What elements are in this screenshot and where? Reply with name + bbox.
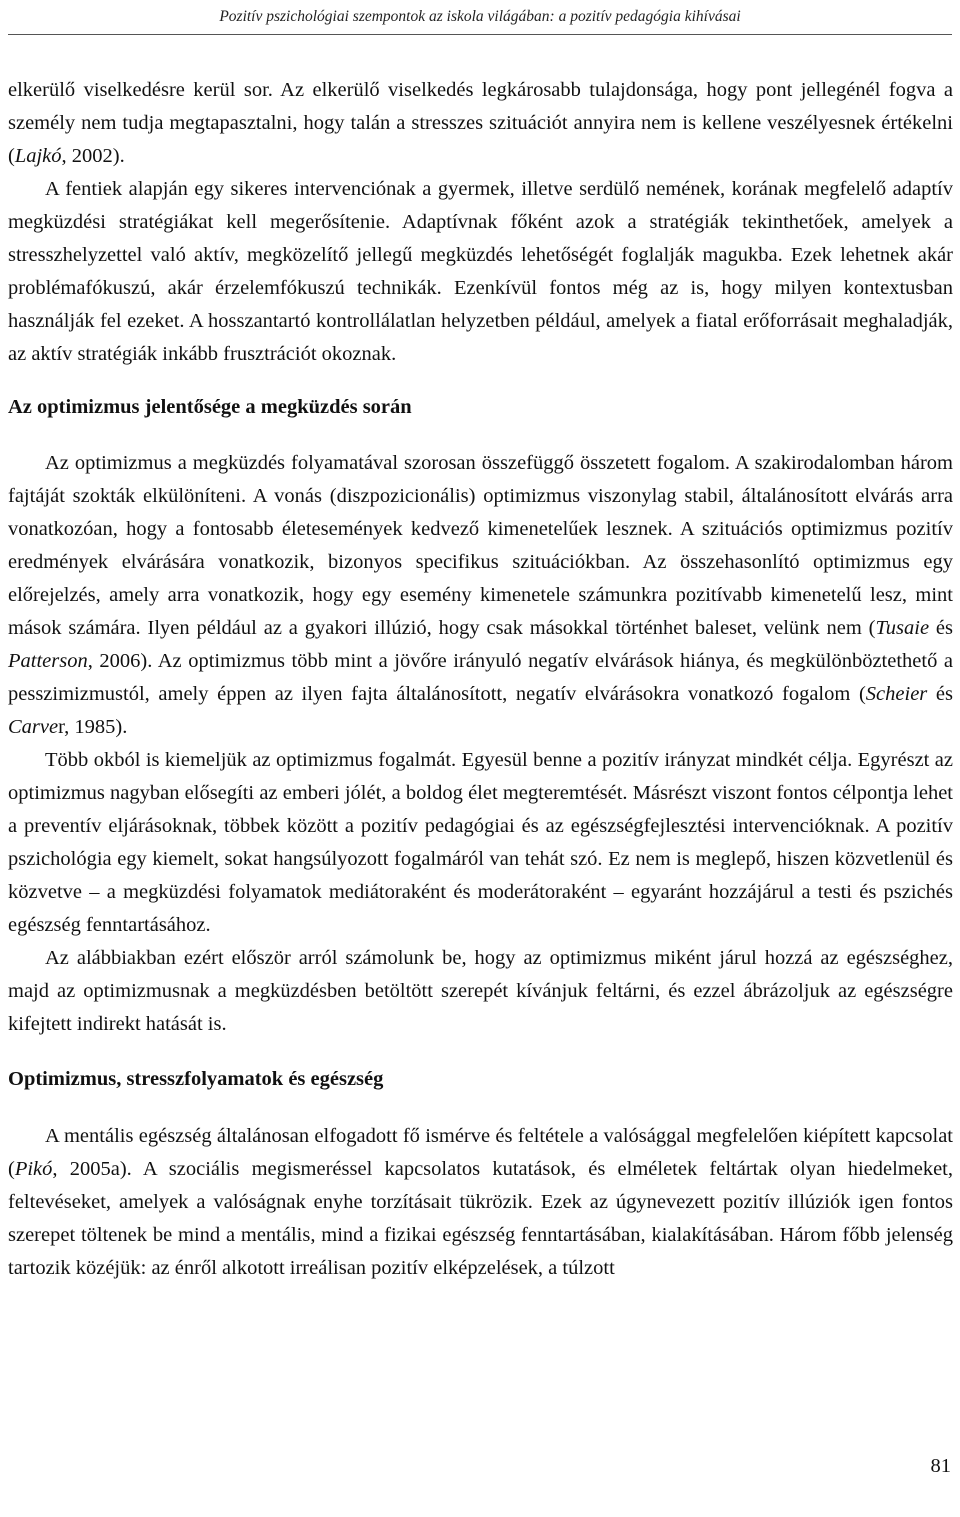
header-divider: [8, 34, 952, 35]
citation-author: Tusaie: [875, 617, 930, 639]
citation-author: Scheier: [865, 683, 928, 705]
paragraph-text: és: [929, 617, 953, 639]
paragraph: [8, 447, 953, 744]
paragraph-text: Az optimizmus a megküzdés folyamatával szorosan összefüggő összetett fogalom. A szakirodalomban három fajtáját szokták elkülöníteni. A vonás (diszpozicionális) optimizmus viszonylag stabil, általánosított elvárás arra vonatkozóan, hogy a fontosabb életesemények kedvező kimenetelűek lesznek. A szituációs optimizmus pozitív eredmények elvárására vonatkozik, bizonyos specifikus szituációkban. Az összehasonlító optimizmus egy előrejelzés, amely arra vonatkozik, hogy egy esemény kimenetele számunkra pozitívabb kimenetelű lesz, mint mások számára. Ilyen például az a gyakori illúzió, hogy csak másokkal történhet baleset, velünk nem (: [8, 452, 953, 639]
paragraph-text: A mentális egészség általánosan elfogadott fő ismérve és feltétele a valósággal megfelelően kiépített kapcsolat (: [8, 1125, 953, 1180]
paragraph-text: , 2006). Az optimizmus több mint a jövőre irányuló negatív elvárások hiánya, és megkülönböztethető a pesszimizmustól, amely éppen az ilyen fajta általánosított, negatív elvárásokra vonatkozó fogalom (: [8, 650, 953, 705]
citation-author: Carve: [8, 716, 59, 738]
paragraph: A fentiek alapján egy sikeres intervenciónak a gyermek, illetve serdülő nemének, korának megfelelő adaptív megküzdési stratégiákat kell megerősítenie. Adaptívnak főként azok a stratégiák tekinthetőek, amelyek a stresszhelyzettel való aktív, megközelítő jellegű megküzdés lehetőségét foglalják magukba. Ezek lehetnek akár problémafókuszú, akár érzelemfókuszú technikák. Ezenkívül fontos még az is, hogy milyen kontextusban használják fel ezeket. A hosszantartó kontrollálatlan helyzetben például, amelyek a fiatal erőforrásait meghaladják, az aktív stratégiák inkább frusztrációt okoznak.: [8, 178, 953, 365]
citation-author: Pikó: [14, 1158, 53, 1180]
paragraph: Az alábbiakban ezért először arról számolunk be, hogy az optimizmus miként járul hozzá az egészséghez, majd az optimizmusnak a megküzdésben betöltött szerepét kívánjuk feltárni, és ezzel ábrázoljuk az egészségre kifejtett indirekt hatását is.: [8, 947, 953, 1035]
paragraph: Több okból is kiemeljük az optimizmus fogalmát. Egyesül benne a pozitív irányzat mindkét célja. Egyrészt az optimizmus nagyban elősegíti az emberi jólét, a boldog élet megteremtését. Másrészt viszont fontos célpontja lehet a preventív eljárásoknak, többek között a pozitív pedagógiai és az egészségfejlesztési intervencióknak. A pozitív pszichológia egy kiemelt, sokat hangsúlyozott fogalmáról van tehát szó. Ez nem is meglepő, hiszen közvetlenül és közvetve – a megküzdési folyamatok mediátoraként és moderátoraként – egyaránt hozzájárul a testi és pszichés egészség fenntartásához.: [8, 749, 953, 936]
page-body: [8, 74, 953, 1285]
paragraph-text: , 2002).: [61, 145, 125, 167]
citation-author: Lajkó: [14, 145, 62, 167]
paragraph-text: és: [927, 683, 953, 705]
paragraph-text: elkerülő viselkedésre kerül sor. Az elkerülő viselkedés legkárosabb tulajdonsága, hogy pont jellegénél fogva a személy nem tudja megtapasztalni, hogy talán a stresszes szituációt annyira nem is kellene veszélyesnek értékelni (: [8, 79, 953, 167]
paragraph-continued: [8, 74, 953, 173]
page-number: 81: [930, 1455, 951, 1477]
paragraph-text: r, 1985).: [58, 716, 128, 738]
paragraph-text: , 2005a). A szociális megismeréssel kapcsolatos kutatások, és elméletek feltártak olyan hiedelmeket, feltevéseket, amelyek a valóságnak enyhe torzításait tükrözik. Ezek az úgynevezett pozitív illúziók igen fontos szerepet töltenek be mind a mentális, mind a fizikai egészség fenntartásában, kialakításában. Három főbb jelenség tartozik közéjük: az énről alkotott irreálisan pozitív elképzelések, a túlzott: [8, 1158, 953, 1279]
section-heading: Az optimizmus jelentősége a megküzdés során: [8, 396, 412, 418]
paragraph: [8, 1120, 953, 1285]
section-heading: Optimizmus, stresszfolyamatok és egészség: [8, 1068, 384, 1090]
citation-author: Patterson: [8, 650, 88, 672]
running-header: Pozitív pszichológiai szempontok az iskola világában: a pozitív pedagógia kihívásai: [219, 8, 741, 25]
